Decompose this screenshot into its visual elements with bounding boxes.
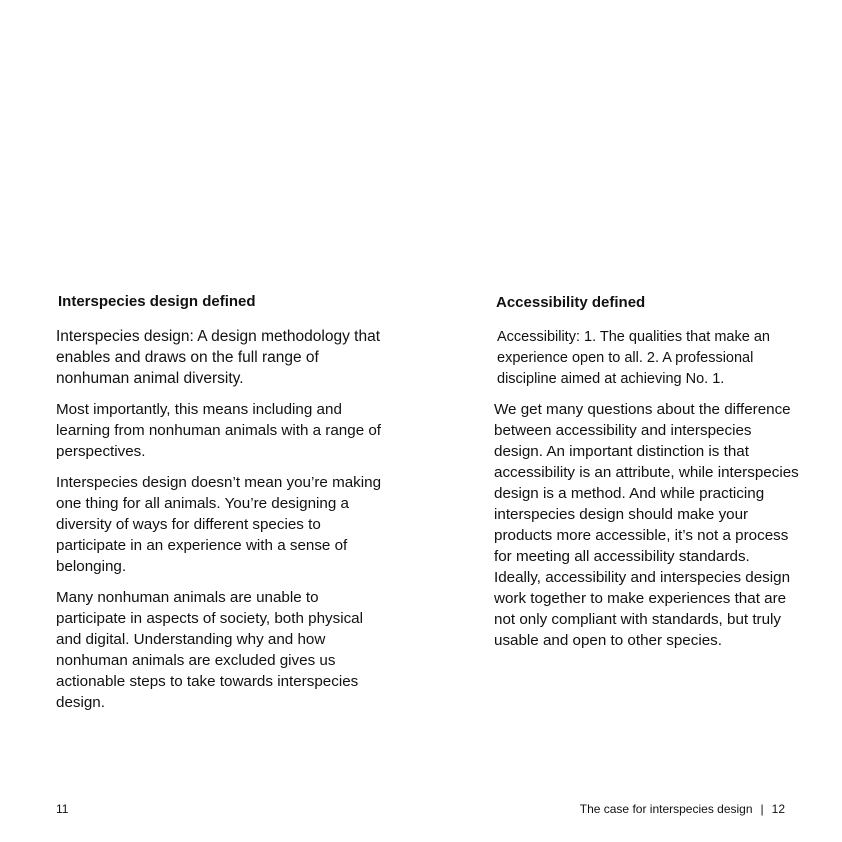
running-footer bbox=[580, 801, 785, 817]
left-page-number: 11 bbox=[56, 802, 69, 816]
right-page-number: 12 bbox=[771, 802, 785, 816]
right-definition: Accessibility: 1. The qualities that make an experience open to all. 2. A professional discipline aimed at achieving No. 1. bbox=[497, 329, 770, 387]
right-column bbox=[494, 292, 799, 661]
left-heading: Interspecies design defined bbox=[58, 293, 256, 310]
right-heading: Accessibility defined bbox=[496, 294, 646, 311]
left-paragraph-1: Most importantly, this means including and learning from nonhuman animals with a range of perspectives. bbox=[56, 401, 382, 460]
footer-separator: | bbox=[760, 802, 764, 816]
left-paragraph-2: Interspecies design doesn’t mean you’re making one thing for all animals. You’re designing a diversity of ways for different species to participate in an experience with a sense of belonging. bbox=[56, 474, 382, 575]
left-paragraph-3: Many nonhuman animals are unable to participate in aspects of society, both physical and digital. Understanding why and how nonhuman animals are excluded gives us actionable steps to take towards interspecies design. bbox=[56, 589, 364, 711]
left-definition: Interspecies design: A design methodology that enables and draws on the full range of nonhuman animal diversity. bbox=[56, 328, 380, 387]
footer-title: The case for interspecies design bbox=[579, 802, 753, 816]
left-column bbox=[56, 292, 386, 723]
right-paragraph-1: We get many questions about the difference between accessibility and interspecies design. An important distinction is that accessibility is an attribute, while interspecies design is a method. And while practicing interspecies design should make your products more accessible, it’s not a process for meeting all accessibility standards. Ideally, accessibility and interspecies design work together to make experiences that are not only compliant with standards, but truly usable and open to other species. bbox=[494, 401, 799, 649]
